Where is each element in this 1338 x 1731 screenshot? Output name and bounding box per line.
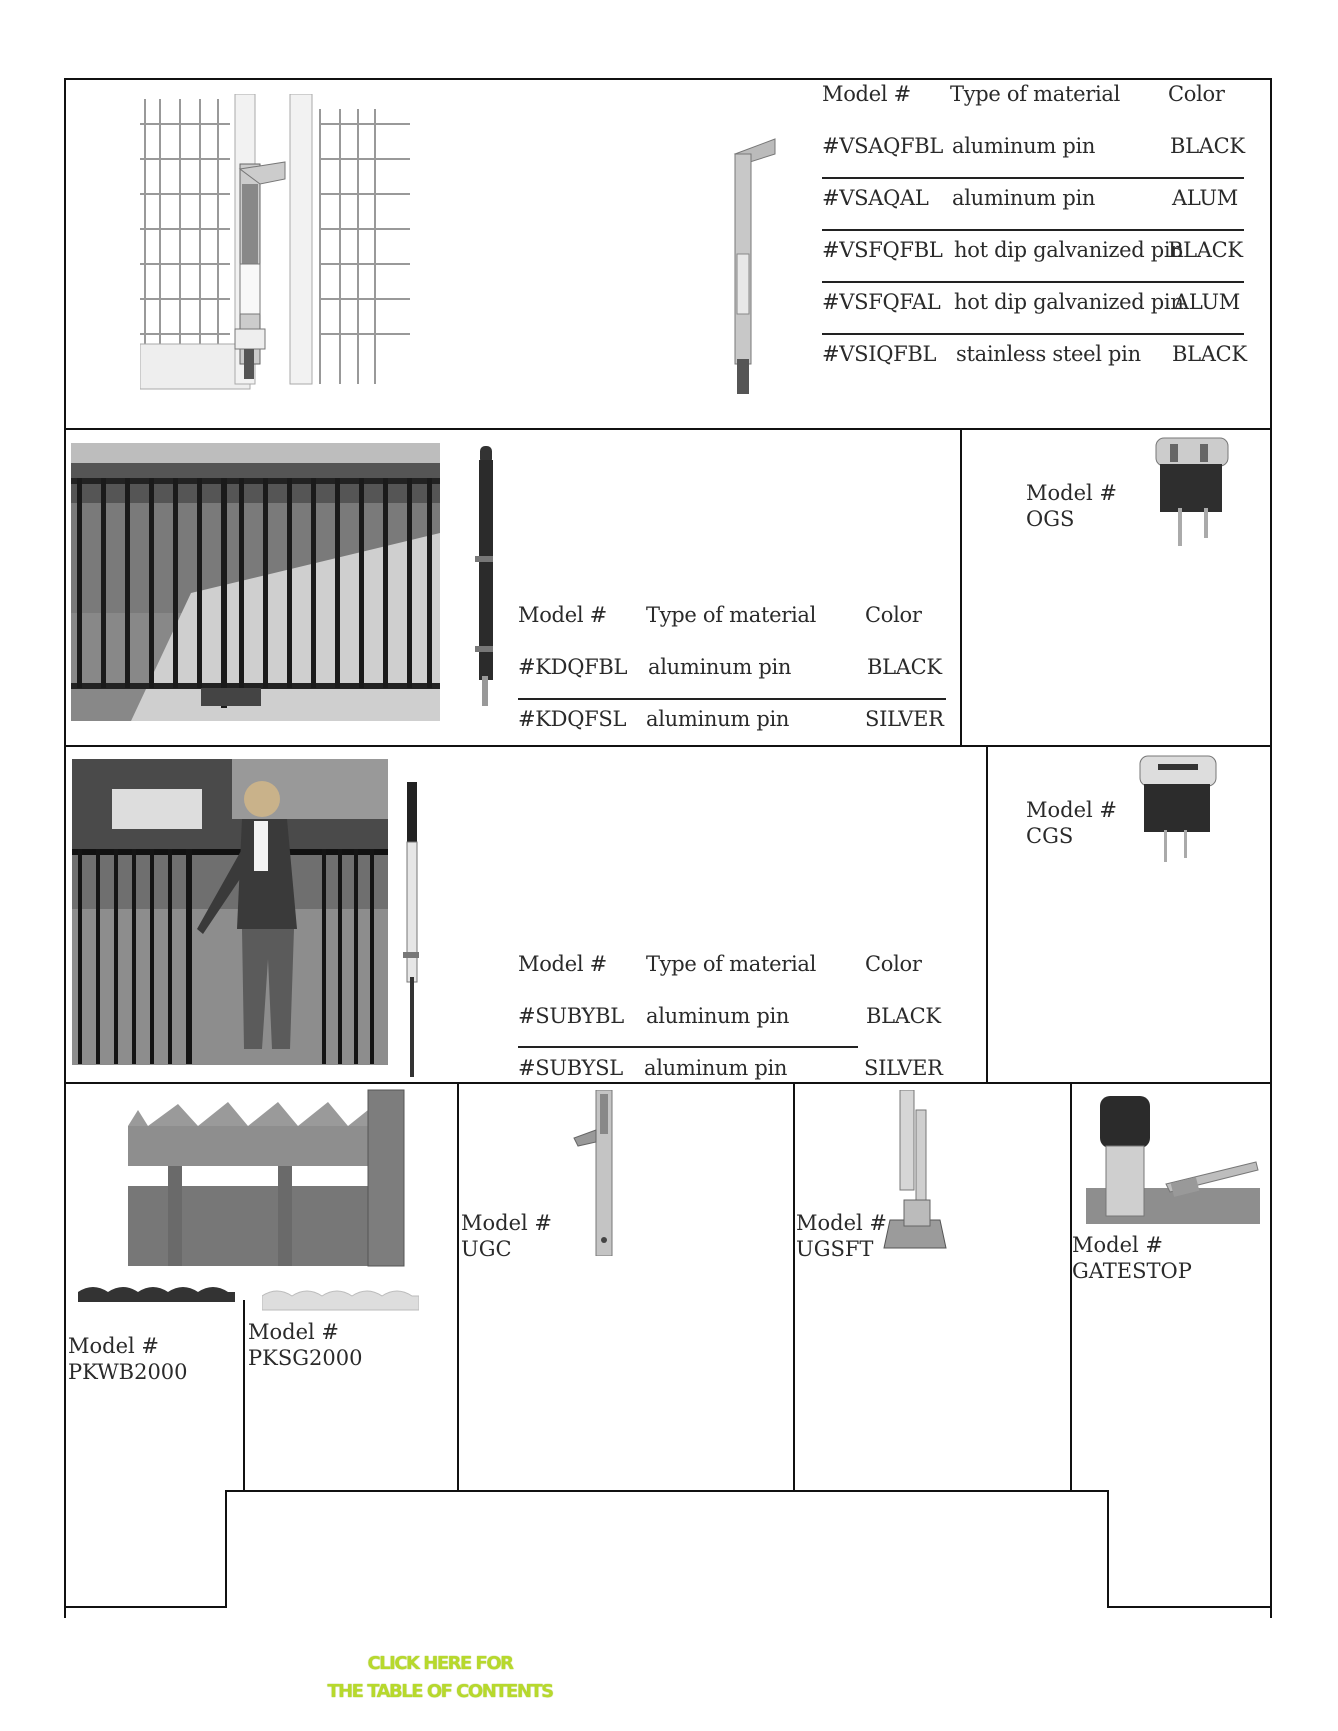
divider-2 [64,745,1272,747]
s2-rule-1 [518,698,946,700]
ugsft-product-image [880,1090,950,1256]
s1-row2-material: aluminum pin [952,186,1096,210]
s1-header-model: Model # [822,82,911,106]
bottom-notch-right [1107,1490,1109,1608]
s2-header-color: Color [865,603,922,627]
s2-row1-color: BLACK [867,655,942,679]
pkwb-model-number: PKWB2000 [68,1360,188,1384]
pkwb-model-label: Model # [68,1334,160,1358]
frame-bottom-right [1107,1606,1272,1608]
ugc-model-label: Model # [461,1211,553,1235]
s1-row5-color: BLACK [1172,342,1247,366]
s1-row5-model: #VSIQFBL [822,342,937,366]
s1-rule-1 [822,177,1244,179]
ogs-model-number: OGS [1026,507,1075,531]
divider-4c [793,1082,795,1492]
s3-header-color: Color [865,952,922,976]
s1-rule-2 [822,229,1244,231]
cane-bolt-product-image [725,134,785,399]
silver-spike-strip [262,1284,419,1312]
s1-row2-model: #VSAQAL [822,186,929,210]
bottom-notch-top [225,1490,1109,1492]
s3-row2-material: aluminum pin [644,1056,788,1080]
ugsft-model-label: Model # [796,1211,888,1235]
s1-row4-material: hot dip galvanized pin [954,290,1184,314]
s1-row1-color: BLACK [1170,134,1245,158]
frame-bottom-left [64,1606,227,1608]
gatestop-model-label: Model # [1072,1233,1164,1257]
s1-row3-model: #VSFQFBL [822,238,943,262]
s3-header-model: Model # [518,952,607,976]
s2-row1-material: aluminum pin [648,655,792,679]
woman-opening-gate-photo [72,759,388,1065]
s3-row1-material: aluminum pin [646,1004,790,1028]
divider-2-vertical [960,428,962,746]
frame-left [64,78,66,1618]
s3-header-material: Type of material [646,952,816,976]
ugsft-model-number: UGSFT [796,1237,874,1261]
fence-spike-strip-photo [128,1086,406,1268]
cgs-model-number: CGS [1026,824,1074,848]
divider-1 [64,428,1272,430]
toc-link-line2[interactable]: THE TABLE OF CONTENTS [327,1681,553,1702]
divider-3 [64,1082,1272,1084]
ugc-product-image [570,1090,620,1256]
s2-header-model: Model # [518,603,607,627]
pksg-model-number: PKSG2000 [248,1346,363,1370]
s1-header-color: Color [1168,82,1225,106]
s1-rule-3 [822,281,1244,283]
s2-row2-material: aluminum pin [646,707,790,731]
s1-row3-color: BLACK [1168,238,1243,262]
divider-4a [243,1300,245,1492]
fence-gate-photo [71,443,440,721]
s1-row5-material: stainless steel pin [956,342,1141,366]
s1-row1-material: aluminum pin [952,134,1096,158]
s1-row3-material: hot dip galvanized pin [954,238,1184,262]
cgs-gate-stop-image [1134,750,1224,865]
cgs-model-label: Model # [1026,798,1118,822]
s1-header-material: Type of material [950,82,1120,106]
bottom-notch-left [225,1490,227,1608]
toc-link-line1[interactable]: CLICK HERE FOR [367,1653,513,1674]
gatestop-model-number: GATESTOP [1072,1259,1192,1283]
s1-row4-model: #VSFQFAL [822,290,941,314]
s2-header-material: Type of material [646,603,816,627]
gate-latch-drawing [140,94,415,424]
black-spike-strip [78,1280,235,1304]
drop-rod-product-image [472,446,500,711]
frame-top [64,78,1272,80]
gatestop-product-image [1086,1090,1260,1230]
divider-4b [457,1082,459,1492]
divider-4d [1070,1082,1072,1492]
s1-row2-color: ALUM [1172,186,1238,210]
s2-row1-model: #KDQFBL [518,655,628,679]
s2-row2-model: #KDQFSL [518,707,627,731]
s3-row1-color: BLACK [866,1004,941,1028]
ogs-gate-stop-image [1150,430,1234,550]
s3-row2-color: SILVER [864,1056,943,1080]
s1-row1-model: #VSAQFBL [822,134,944,158]
divider-3-vertical [986,745,988,1083]
pksg-model-label: Model # [248,1320,340,1344]
s3-row2-model: #SUBYSL [518,1056,623,1080]
s2-row2-color: SILVER [865,707,944,731]
s1-row4-color: ALUM [1174,290,1240,314]
long-drop-rod-product-image [400,782,424,1082]
s1-rule-4 [822,333,1244,335]
ogs-model-label: Model # [1026,481,1118,505]
ugc-model-number: UGC [461,1237,512,1261]
frame-right [1270,78,1272,1618]
s3-rule-1 [518,1046,858,1048]
table-of-contents-link[interactable] [270,1650,610,1706]
s3-row1-model: #SUBYBL [518,1004,624,1028]
